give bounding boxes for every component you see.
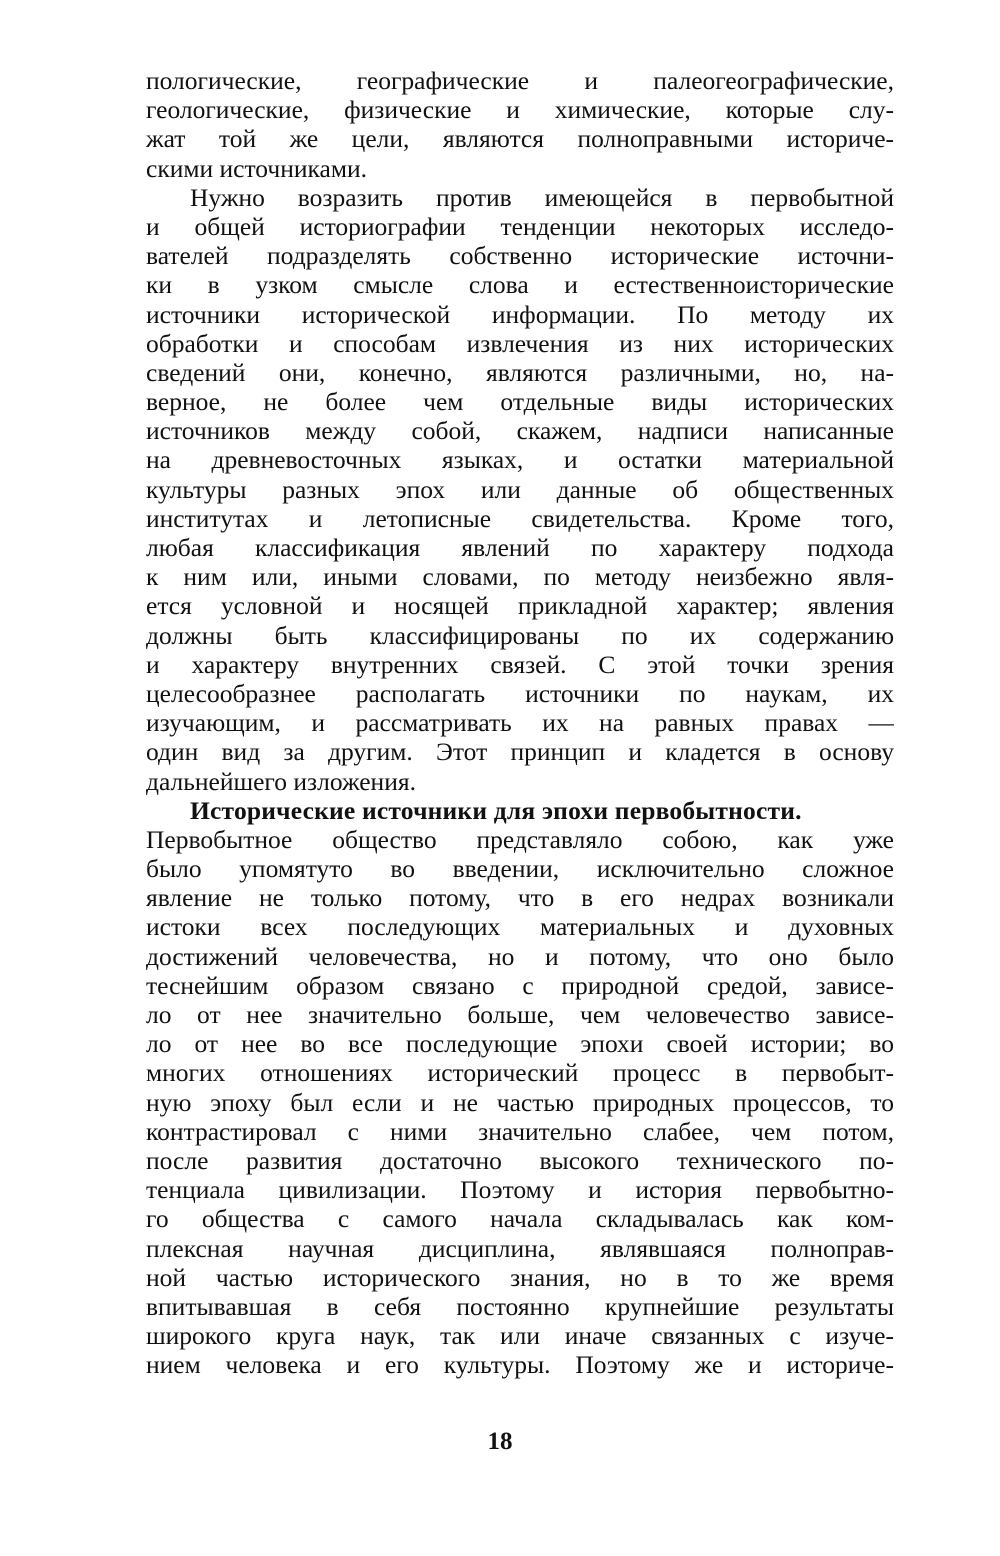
- text-line: Нужно возразить против имеющейся в первобытной: [190, 182, 894, 212]
- text-line: изучающим, и рассматривать их на равных правах —: [146, 708, 894, 738]
- text-line: институтах и летописные свидетельства. Кроме того,: [146, 503, 894, 533]
- text-line: было упомятуто во введении, исключительно сложное: [146, 854, 894, 884]
- text-line: геологические, физические и химические, которые слу-: [146, 95, 894, 125]
- text-line: истоки всех последующих материальных и духовных: [146, 912, 894, 942]
- body-text: [146, 66, 894, 1379]
- text-line: один вид за другим. Этот принцип и кладется в основу: [146, 737, 894, 767]
- section-heading-line: [146, 796, 894, 825]
- text-line: источников между собой, скажем, надписи написанные: [146, 416, 894, 446]
- text-line: к ним или, иными словами, по методу неизбежно явля-: [146, 562, 894, 592]
- text-line: широкого круга наук, так или иначе связанных с изуче-: [146, 1321, 894, 1351]
- text-line: источники исторической информации. По методу их: [146, 299, 894, 329]
- page-number: 18: [487, 1428, 513, 1455]
- text-line: ется условной и носящей прикладной характер; явления: [146, 591, 894, 621]
- text-line: обработки и способам извлечения из них исторических: [146, 328, 894, 358]
- text-line: целесообразнее располагать источники по наукам, их: [146, 678, 894, 708]
- text-line: жат той же цели, являются полноправными историче-: [146, 124, 894, 154]
- text-line: теснейшим образом связано с природной средой, зависе-: [146, 970, 894, 1000]
- text-line: скими источниками.: [146, 153, 367, 183]
- text-line: явление не только потому, что в его недрах возникали: [146, 883, 894, 913]
- text-line: пологические, географические и палеогеографические,: [146, 66, 894, 95]
- text-line: Первобытное общество представляло собою, как уже: [146, 824, 894, 854]
- text-line: культуры разных эпох или данные об общественных: [146, 474, 894, 504]
- text-line: ло от нее во все последующие эпохи своей истории; во: [146, 1029, 894, 1059]
- section-heading: Исторические источники для эпохи первобытности.: [190, 795, 802, 825]
- text-line: ной частью исторического знания, но в то же время: [146, 1262, 894, 1292]
- text-line: верное, не более чем отдельные виды исторических: [146, 387, 894, 417]
- text-line: го общества с самого начала складывалась как ком-: [146, 1204, 894, 1234]
- text-line: ную эпоху был если и не частью природных процессов, то: [146, 1087, 894, 1117]
- text-line: тенциала цивилизации. Поэтому и история первобытно-: [146, 1175, 894, 1205]
- text-line: дальнейшего изложения.: [146, 766, 416, 796]
- text-line: и характеру внутренних связей. С этой точки зрения: [146, 649, 894, 679]
- text-line: достижений человечества, но и потому, что оно было: [146, 941, 894, 971]
- text-line: многих отношениях исторический процесс в первобыт-: [146, 1058, 894, 1088]
- text-line: должны быть классифицированы по их содержанию: [146, 620, 894, 650]
- text-line: любая классификация явлений по характеру подхода: [146, 533, 894, 562]
- text-line: на древневосточных языках, и остатки материальной: [146, 445, 894, 475]
- text-line: вателей подразделять собственно исторические источни-: [146, 241, 894, 271]
- text-line: плексная научная дисциплина, являвшаяся полноправ-: [146, 1233, 894, 1263]
- text-line: впитывавшая в себя постоянно крупнейшие результаты: [146, 1291, 894, 1321]
- text-line: нием человека и его культуры. Поэтому же и историче-: [146, 1350, 894, 1380]
- text-line: ло от нее значительно больше, чем человечество зависе-: [146, 1000, 894, 1029]
- text-line: сведений они, конечно, являются различными, но, на-: [146, 357, 894, 387]
- text-line: контрастировал с ними значительно слабее, чем потом,: [146, 1116, 894, 1146]
- text-line: после развития достаточно высокого технического по-: [146, 1145, 894, 1175]
- text-line: и общей историографии тенденции некоторых исследо-: [146, 211, 894, 241]
- text-line: ки в узком смысле слова и естественноисторические: [146, 270, 894, 300]
